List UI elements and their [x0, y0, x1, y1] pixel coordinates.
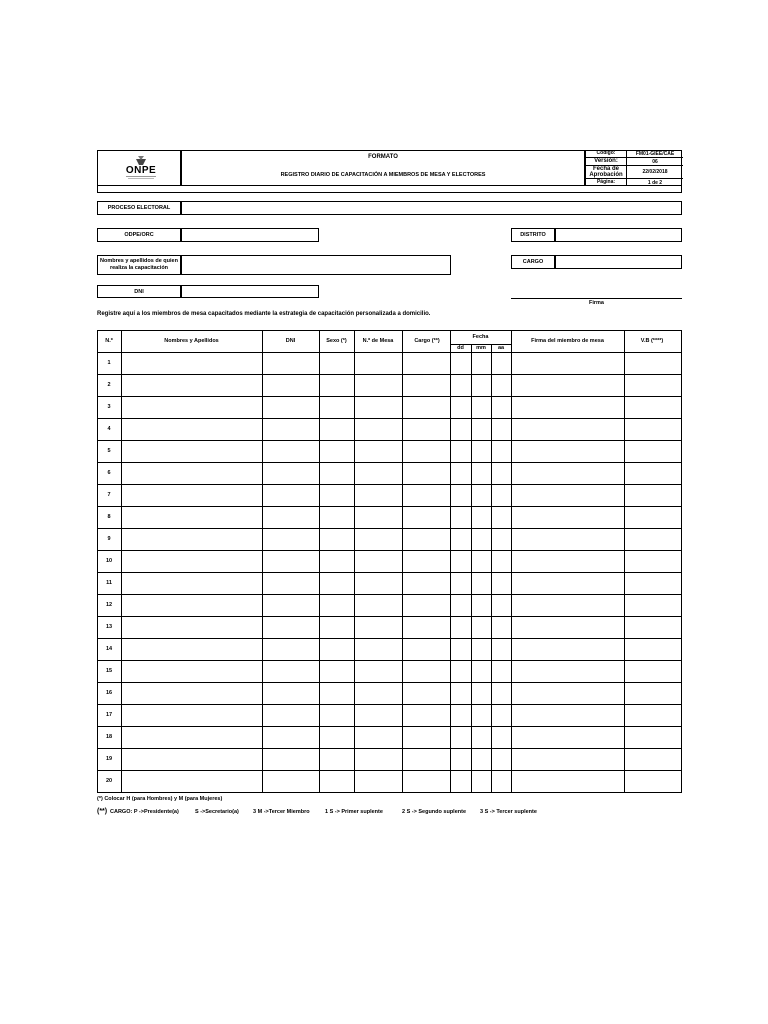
- col-header-sexo: Sexo (*): [326, 337, 347, 344]
- col-header-cargo: Cargo (**): [414, 337, 440, 344]
- title-cell: [181, 150, 585, 186]
- cargo-item-presidente: CARGO: P ->Presidente(a): [110, 809, 179, 815]
- cargo-field[interactable]: [555, 255, 682, 269]
- row-number: 9: [107, 536, 111, 542]
- odpe-field[interactable]: [181, 228, 319, 242]
- row-number: 6: [107, 470, 111, 476]
- logo-text: ONPE: [125, 165, 157, 176]
- meta-codigo: Codigo: FM01-GIEE/CAE: [586, 151, 683, 158]
- row-number: 10: [105, 558, 113, 564]
- row-number: 5: [107, 448, 111, 454]
- col-header-dni: DNI: [285, 337, 296, 344]
- sexo-note: (*) Colocar H (para Hombres) y M (para Mujeres): [97, 796, 223, 802]
- col-header-nombres: Nombres y Apellidos: [164, 337, 219, 344]
- col-header-fecha: Fecha: [472, 333, 489, 340]
- row-number: 3: [107, 404, 111, 410]
- row-number: 1: [107, 360, 111, 366]
- cargo-item-tercer-miembro: 3 M ->Tercer Miembro: [253, 809, 310, 815]
- logo-cell: [97, 150, 181, 186]
- proceso-field[interactable]: [181, 201, 682, 215]
- dni-field[interactable]: [181, 285, 319, 298]
- row-number: 15: [105, 668, 113, 674]
- row-number: 14: [105, 646, 113, 652]
- row-number: 17: [105, 712, 113, 718]
- meta-version: Versión: 06: [586, 158, 683, 166]
- row-number: 18: [105, 734, 113, 740]
- cargo-item-secretario: S ->Secretario(a): [195, 809, 239, 815]
- distrito-field[interactable]: [555, 228, 682, 242]
- table-grid-lines: [97, 330, 682, 793]
- row-number: 19: [105, 756, 113, 762]
- firma-label: Firma: [589, 300, 604, 306]
- odpe-label: ODPE/ORC: [97, 228, 181, 242]
- row-number: 20: [105, 778, 113, 784]
- formato-label: FORMATO: [368, 154, 398, 160]
- row-number: 7: [107, 492, 111, 498]
- cargo-note-prefix: (**): [97, 808, 108, 815]
- col-header-firma: Firma del miembro de mesa: [531, 337, 604, 344]
- dni-label: DNI: [97, 285, 181, 298]
- col-header-mm: mm: [476, 344, 486, 351]
- nombres-label: Nombres y apellidos de quien realiza la capacitación: [97, 255, 181, 275]
- document-title: REGISTRO DIARIO DE CAPACITACIÓN A MIEMBROS DE MESA Y ELECTORES: [280, 172, 486, 178]
- col-header-aa: aa: [497, 344, 505, 351]
- firma-line: [511, 298, 682, 299]
- header-footer-strip: [97, 186, 682, 193]
- col-header-mesa: N.º de Mesa: [362, 337, 394, 344]
- row-number: 12: [105, 602, 113, 608]
- row-number: 11: [106, 580, 112, 586]
- distrito-label: DISTRITO: [511, 228, 555, 242]
- row-number: 2: [107, 382, 111, 388]
- row-number: 4: [107, 426, 111, 432]
- onpe-logo: [116, 156, 166, 182]
- cargo-item-segundo-suplente: 2 S -> Segundo suplente: [402, 809, 467, 815]
- cargo-item-tercer-suplente: 3 S -> Tercer suplente: [480, 809, 537, 815]
- row-number: 16: [105, 690, 113, 696]
- members-table: [97, 330, 682, 793]
- meta-fecha: Fecha de Aprobación 22/02/2018: [586, 166, 683, 179]
- cargo-note: [97, 808, 682, 818]
- proceso-label: PROCESO ELECTORAL: [97, 201, 181, 215]
- cargo-label: CARGO: [511, 255, 555, 269]
- nombres-field[interactable]: [181, 255, 451, 275]
- col-header-vb: V.B (****): [640, 337, 664, 344]
- document-meta: [585, 150, 682, 186]
- col-header-num: N.º: [105, 337, 113, 344]
- col-header-dd: dd: [457, 344, 464, 351]
- instruction-text: Registre aquí a los miembros de mesa capacitados mediante la estrategia de capacitación personalizada a domicilio.: [97, 311, 431, 317]
- row-number: 8: [107, 514, 111, 520]
- row-number: 13: [105, 624, 113, 630]
- cargo-item-primer-suplente: 1 S -> Primer suplente: [325, 809, 383, 815]
- meta-pagina: Página: 1 de 2: [586, 179, 683, 186]
